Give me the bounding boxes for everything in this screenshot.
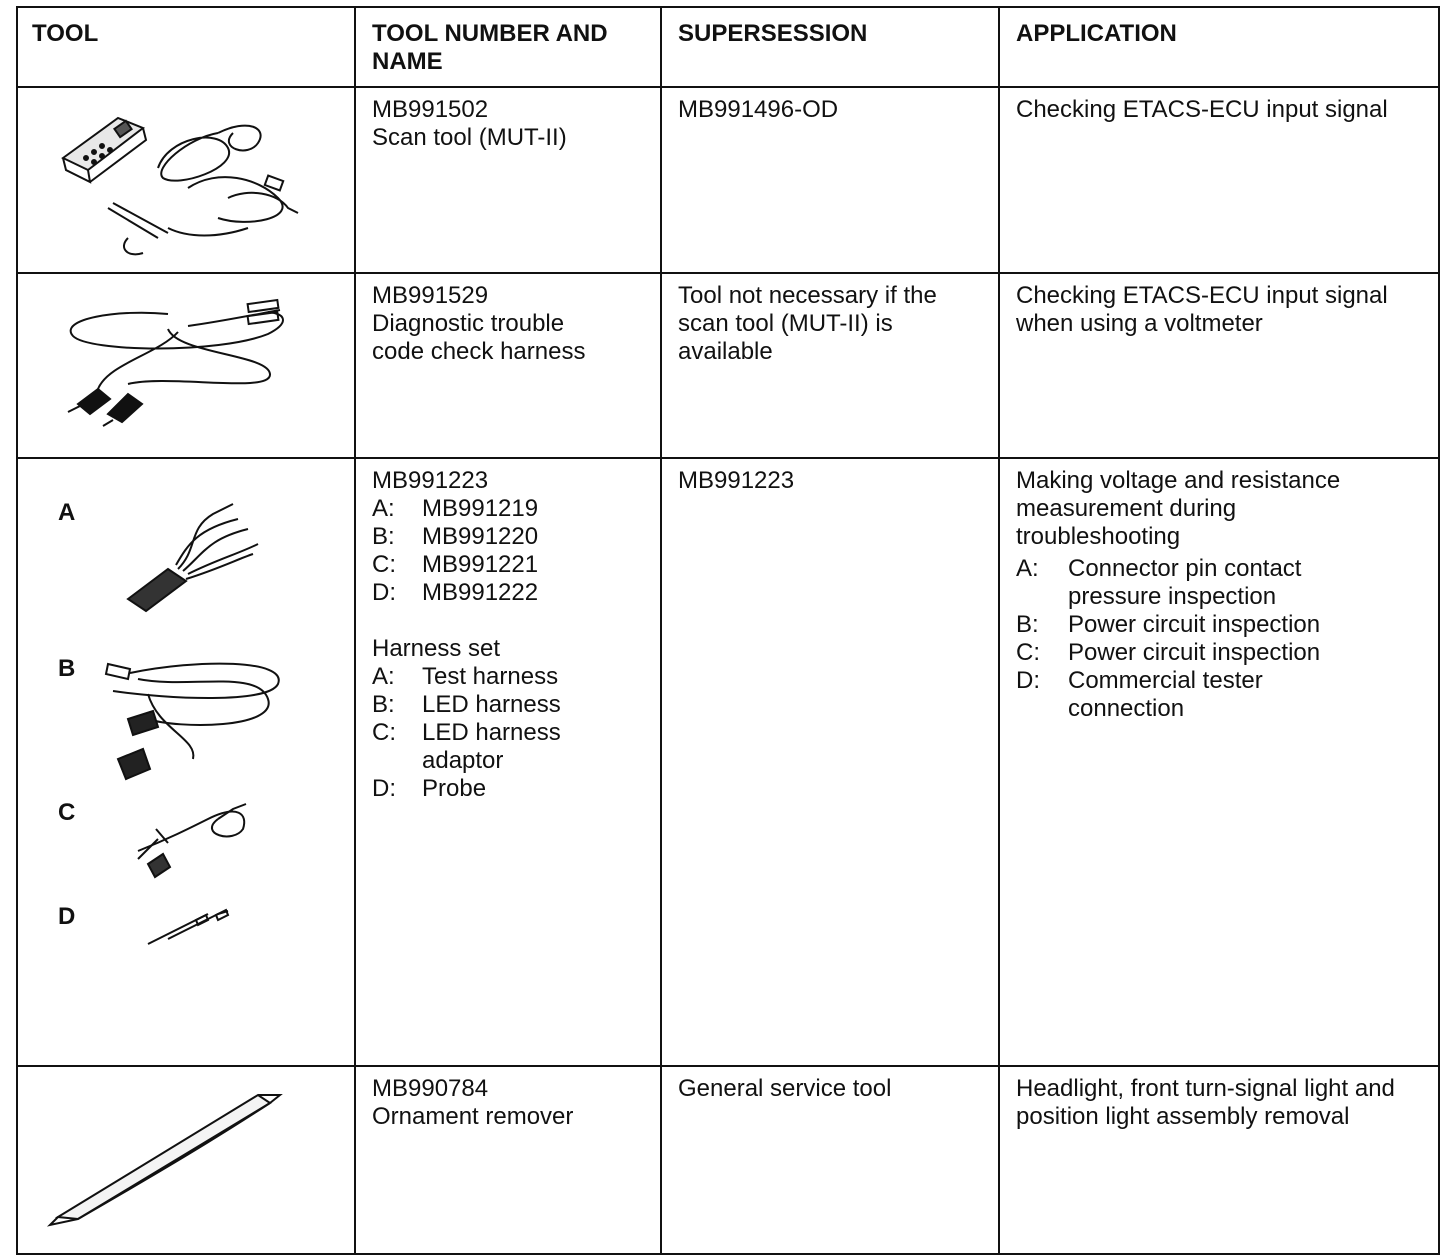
tool-image-cell [17, 273, 355, 458]
sub-application-item: A: Connector pin contact pressure inspection [1016, 555, 1302, 610]
tool-name: Diagnostic trouble code check harness [372, 310, 586, 365]
application-cell [999, 458, 1439, 1066]
sub-name-item: A: Test harness [372, 663, 559, 690]
header-tool: TOOL [17, 7, 355, 87]
tool-name: Ornament remover [372, 1103, 574, 1130]
special-tools-table [16, 6, 1440, 1255]
sub-name-item: D: Probe [372, 775, 487, 802]
table-row [17, 1066, 1439, 1254]
header-row [17, 7, 1439, 87]
supersession-cell: MB991223 [661, 458, 999, 1066]
table-row [17, 87, 1439, 273]
sub-application-item: D: Commercial tester connection [1016, 667, 1263, 722]
scan-tool-mut-ii-icon [18, 88, 354, 264]
tool-number: MB990784 [372, 1075, 489, 1102]
tool-image-cell [17, 87, 355, 273]
supersession-cell: Tool not necessary if the scan tool (MUT-II) is available [661, 273, 999, 458]
sub-number-item: C: MB991221 [372, 551, 539, 578]
ornament-remover-icon [18, 1067, 354, 1245]
supersession-cell: MB991496-OD [661, 87, 999, 273]
header-application: APPLICATION [999, 7, 1439, 87]
sub-number-item: A: MB991219 [372, 495, 539, 522]
sub-application-item: B: Power circuit inspection [1016, 611, 1321, 638]
check-harness-icon [18, 274, 354, 449]
tool-image-cell [17, 458, 355, 1066]
table-row [17, 458, 1439, 1066]
tool-image-cell [17, 1066, 355, 1254]
tool-number-name-cell [355, 1066, 661, 1254]
header-number-name: TOOL NUMBER AND NAME [355, 7, 661, 87]
tool-number-name-cell [355, 87, 661, 273]
tool-number: MB991529 [372, 282, 489, 309]
tool-number: MB991502 [372, 96, 489, 123]
tool-number-name-cell [355, 273, 661, 458]
application-cell: Checking ETACS-ECU input signal [999, 87, 1439, 273]
tool-letter-a: A [58, 499, 76, 526]
header-supersession: SUPERSESSION [661, 7, 999, 87]
tool-number-name-cell [355, 458, 661, 1066]
table-row [17, 273, 1439, 458]
sub-number-item: D: MB991222 [372, 579, 539, 606]
sub-number-item: B: MB991220 [372, 523, 539, 550]
tool-letter-c: C [58, 799, 76, 826]
sub-application-item: C: Power circuit inspection [1016, 639, 1321, 666]
supersession-cell: General service tool [661, 1066, 999, 1254]
tool-number: MB991223 [372, 467, 489, 494]
tool-name: Harness set [372, 635, 501, 662]
tool-letter-d: D [58, 903, 76, 930]
application-cell: Headlight, front turn-signal light and position light assembly removal [999, 1066, 1439, 1254]
tool-letter-b: B [58, 655, 76, 682]
harness-set-icon [18, 459, 354, 1057]
sub-name-item: B: LED harness [372, 691, 561, 718]
application-text: Making voltage and resistance measurement during troubleshooting [1016, 467, 1341, 550]
sub-name-item: C: LED harness adaptor [372, 719, 561, 774]
application-cell: Checking ETACS-ECU input signal when using a voltmeter [999, 273, 1439, 458]
tool-name: Scan tool (MUT-II) [372, 124, 567, 151]
